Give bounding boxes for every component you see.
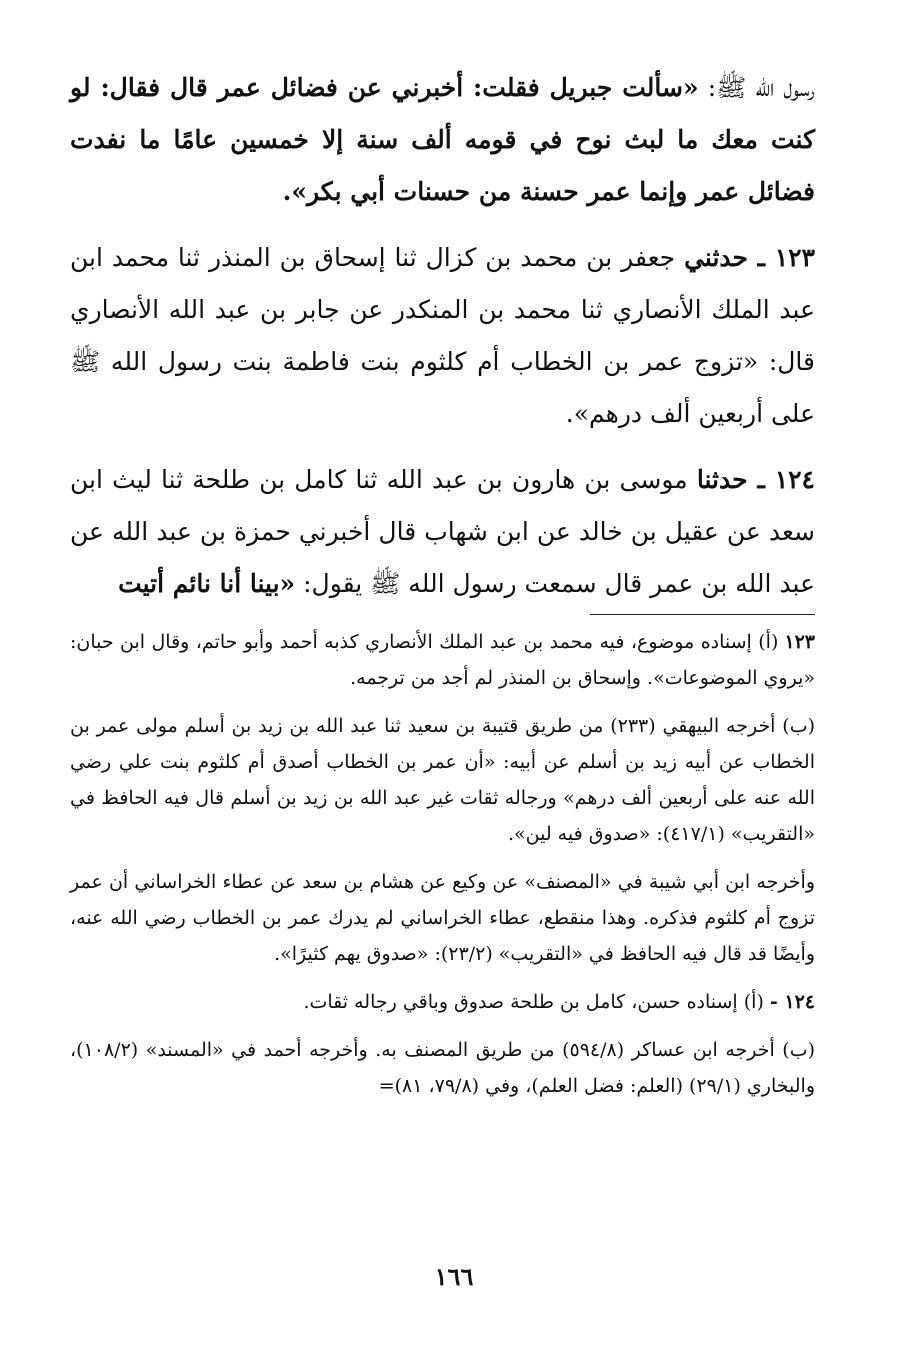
footnote-number-124: ١٢٤ - — [769, 991, 815, 1013]
footnote-124-a — [70, 984, 815, 1020]
hadith-text-123: جعفر بن محمد بن كزال ثنا إسحاق بن المنذر ثنا محمد ابن عبد الملك الأنصاري ثنا محمد بن المنكدر عن جابر بن عبد الله الأنصاري قال: «تزوج عمر بن الخطاب أم كلثوم بنت فاطمة بنت رسول الله ﷺ على أربعين ألف درهم». — [70, 243, 815, 428]
footnote-number-123: ١٢٣ — [784, 631, 815, 653]
footnote-123-c — [70, 864, 815, 972]
footnote-123-b — [70, 708, 815, 852]
hadith-text-124: موسى بن هارون بن عبد الله ثنا كامل بن طلحة ثنا ليث ابن سعد عن عقيل بن خالد عن ابن شهاب قال أخبرني حمزة بن عبد الله عن عبد الله بن عمر قال سمعت رسول الله ﷺ يقول: — [70, 465, 815, 598]
footnote-text: وأخرجه ابن أبي شيبة في «المصنف» عن وكيع عن هشام بن سعد عن عطاء الخراساني أن عمر تزوج أم كلثوم فذكره. وهذا منقطع، عطاء الخراساني لم يدرك عمر بن الخطاب رضي الله عنه، وأيضًا قد قال فيه الحافظ في «التقريب» (٢٣/٢): «صدوق يهم كثيرًا». — [70, 871, 815, 965]
paragraph-start: رسول الله ﷺ: — [698, 73, 815, 102]
paragraph-hadith-123 — [70, 232, 815, 440]
hadith-quote: «سألت جبريل فقلت: أخبرني عن فضائل عمر قال فقال: لو كنت معك ما لبث نوح في قومه ألف سنة إلا خمسين عامًا ما نفدت فضائل عمر وإنما عمر حسنة من حسنات أبي بكر». — [70, 73, 815, 206]
footnotes — [70, 624, 815, 1116]
page-number: ١٦٦ — [434, 1262, 474, 1291]
main-text — [70, 62, 815, 624]
footnote-text: (أ) إسناده موضوع، فيه محمد بن عبد الملك الأنصاري كذبه أحمد وأبو حاتم، وقال ابن حبان: «يروي الموضوعات». وإسحاق بن المنذر لم أجد من ترجمه. — [70, 631, 815, 689]
footnote-123-a — [70, 624, 815, 696]
hadith-number-124: ١٢٤ ـ حدثنا — [696, 465, 815, 494]
footnote-text: (ب) أخرجه ابن عساكر (٥٩٤/٨) من طريق المصنف به. وأخرجه أحمد في «المسند» (١٠٨/٢)، والبخاري (٢٩/١) (العلم: فضل العلم)، وفي (٧٩/٨، ٨١)= — [70, 1039, 815, 1097]
hadith-quote-124: «بينا أنا نائم أتيت — [118, 569, 296, 598]
paragraph-hadith-124 — [70, 454, 815, 610]
footnote-separator — [590, 614, 815, 615]
paragraph-hadith-continuation — [70, 62, 815, 218]
footnote-124-b — [70, 1032, 815, 1104]
footnote-text: (ب) أخرجه البيهقي (٢٣٣) من طريق قتيبة بن سعيد ثنا عبد الله بن زيد بن أسلم مولى عمر بن الخطاب عن أبيه زيد بن أسلم عن أبيه: «أن عمر بن الخطاب أصدق أم كلثوم بنت علي رضي الله عنه على أربعين ألف درهم» ورجاله ثقات غير عبد الله بن زيد بن أسلم قال فيه الحافظ في «التقريب» (٤١٧/١): «صدوق فيه لين». — [70, 715, 815, 845]
footnote-text: (أ) إسناده حسن، كامل بن طلحة صدوق وباقي رجاله ثقات. — [303, 991, 764, 1013]
hadith-number-123: ١٢٣ ـ حدثني — [684, 243, 815, 272]
